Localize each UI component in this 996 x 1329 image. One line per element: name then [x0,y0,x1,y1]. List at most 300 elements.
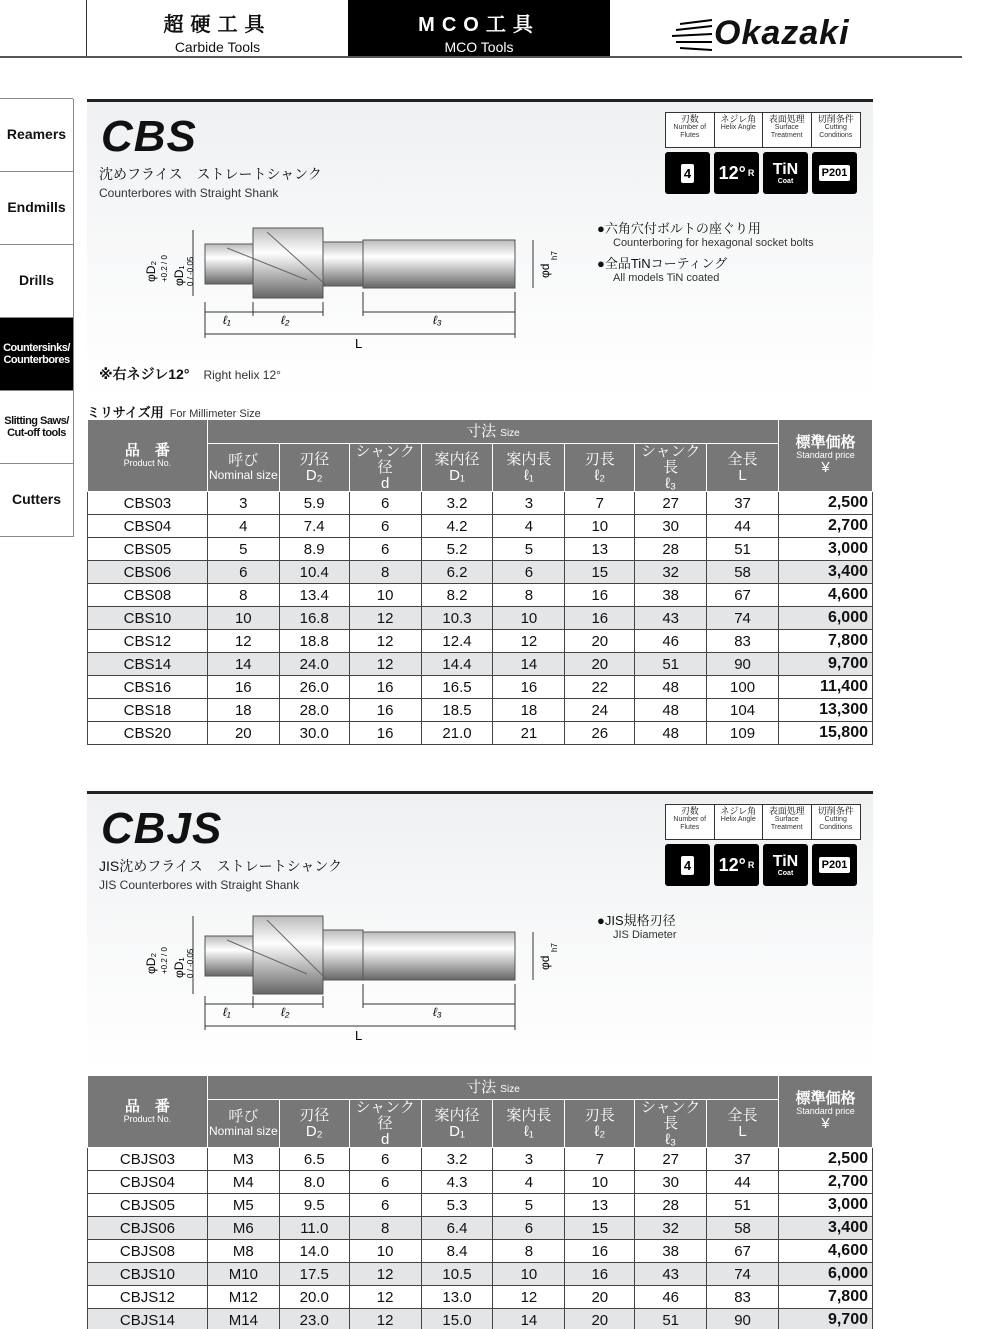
table-cell: 4 [493,1171,565,1194]
dim-L-label: L [355,1028,363,1043]
table-cell: 7.4 [279,515,349,538]
price-cell: 7,800 [779,630,873,653]
table-cell: 16 [565,1263,635,1286]
note-en: JIS Diameter [613,929,677,941]
table-cell: 43 [635,607,707,630]
cbjs-table [87,1075,873,1329]
col-d: シャンク径 d [349,444,421,492]
table-cell: 28.0 [279,699,349,722]
table-cell: 16.8 [279,607,349,630]
table-cell: 16 [349,699,421,722]
price-cell: 4,600 [779,584,873,607]
table-cell: 8.4 [421,1240,493,1263]
table-cell: 8 [493,1240,565,1263]
table-cell: 20 [565,1309,635,1329]
spec-head-flutes: 刃数 Number of Flutes [666,805,715,839]
table-cell: 26 [565,722,635,745]
tab-carbide-tools[interactable] [86,0,348,56]
table-cell: 16 [207,676,279,699]
table-cell: 5.9 [279,492,349,515]
dim-d2-label: φD₂ [144,952,158,974]
table-cell: M12 [207,1286,279,1309]
table-cell: 43 [635,1263,707,1286]
col-l3: シャンク長 ℓ₃ [635,444,707,492]
product-no-cell: CBS06 [88,561,208,584]
product-subtitle-en: JIS Counterbores with Straight Shank [99,878,300,892]
table-cell: 28 [635,538,707,561]
table-cell: 20 [565,653,635,676]
col-L: 全長 L [707,1100,779,1148]
dim-d1-label: φD₁ [172,957,186,978]
table-cell: 5 [207,538,279,561]
product-no-cell: CBJS12 [88,1286,208,1309]
table-cell: 12 [493,1286,565,1309]
okazaki-logo [672,12,872,54]
table-cell: 15.0 [421,1309,493,1329]
spec-head-helix: ネジレ角 Helix Angle [715,805,764,839]
product-title: CBS [101,112,197,161]
table-cell: 74 [707,607,779,630]
price-cell: 9,700 [779,653,873,676]
table-cell: 7 [565,492,635,515]
table-cell: 21.0 [421,722,493,745]
table-cell: M14 [207,1309,279,1329]
table-cell: 13 [565,1194,635,1217]
price-cell: 3,400 [779,561,873,584]
table-cell: 21 [493,722,565,745]
table-cell: 16 [493,676,565,699]
table-cell: 12 [349,1263,421,1286]
sidebar-item-endmills[interactable] [0,171,73,245]
table-cell: 18.5 [421,699,493,722]
table-cell: 13.0 [421,1286,493,1309]
price-cell: 4,600 [779,1240,873,1263]
logo-lines-icon [672,16,716,56]
table-cell: 14 [207,653,279,676]
tab-carbide-en: Carbide Tools [174,39,261,55]
spec-head-surface: 表面処理 Surface Treatment [763,113,812,147]
spec-head-surface: 表面処理 Surface Treatment [763,805,812,839]
table-cell: 10.4 [279,561,349,584]
table-cell: 67 [707,1240,779,1263]
table-cell: 10.3 [421,607,493,630]
table-cell: M4 [207,1171,279,1194]
helix-icon: 12° R [714,844,759,886]
table-cell: 6 [493,561,565,584]
table-cell: 83 [707,630,779,653]
product-no-cell: CBS03 [88,492,208,515]
table-row [88,1263,873,1286]
dim-d2-tol: +0.2 / 0 [160,255,169,282]
category-sidebar [0,99,74,537]
col-nominal: 呼び Nominal size [207,444,279,492]
table-cell: 3 [493,1148,565,1171]
table-cell: 10 [349,1240,421,1263]
table-cell: 7 [565,1148,635,1171]
table-cell: 16 [565,1240,635,1263]
product-no-cell: CBS16 [88,676,208,699]
table-cell: 6 [349,515,421,538]
dim-d2-label: φD₂ [144,260,158,282]
cbs-table [87,419,873,745]
col-price: 標準価格 Standard price ¥ [779,1076,873,1148]
table-cell: 5 [493,1194,565,1217]
table-cell: 16 [565,607,635,630]
product-subtitle-jp: 沈めフライス ストレートシャンク [99,166,322,182]
price-cell: 3,000 [779,538,873,561]
product-no-cell: CBS12 [88,630,208,653]
table-row [88,1148,873,1171]
product-no-cell: CBJS03 [88,1148,208,1171]
table-cell: 16 [349,676,421,699]
sidebar-item-label: Endmills [7,199,66,216]
sidebar-item-label: Countersinks/ Counterbores [3,341,70,366]
price-cell: 6,000 [779,1263,873,1286]
dim-d-label: φd [538,955,552,970]
col-l1: 案内長 ℓ₁ [493,1100,565,1148]
cbjs-notes [597,910,677,945]
table-cell: 12 [349,653,421,676]
note-jp: ●六角穴付ボルトの座ぐり用 [597,221,761,236]
table-cell: 48 [635,722,707,745]
table-cell: 3 [207,492,279,515]
table-row [88,1217,873,1240]
sidebar-item-label: Slitting Saws/ Cut-off tools [4,414,69,439]
page-header [0,0,996,58]
sidebar-item-label: Reamers [6,126,67,143]
dim-l1-label: ℓ₁ [223,1005,231,1019]
table-cell: 37 [707,492,779,515]
table-cell: 10 [565,1171,635,1194]
product-no-cell: CBJS06 [88,1217,208,1240]
price-cell: 6,000 [779,607,873,630]
dim-d-tol: h7 [550,943,559,952]
price-cell: 9,700 [779,1309,873,1329]
table-cell: 13.4 [279,584,349,607]
tin-coat-icon: TiN Coat [763,152,808,194]
spec-icons [665,804,861,886]
table-cell: 104 [707,699,779,722]
table-cell: 15 [565,561,635,584]
table-cell: 6 [349,1171,421,1194]
spec-head-cutting: 切削条件 Cutting Conditions [817,114,854,139]
note-en: Counterboring for hexagonal socket bolts [613,237,814,249]
cbjs-tool-drawing [127,912,597,1052]
table-row [88,676,873,699]
cutting-conditions-icon: P201 [812,152,857,194]
table-cell: 14 [493,1309,565,1329]
table-cell: 51 [635,1309,707,1329]
table-row [88,1240,873,1263]
table-cell: 38 [635,584,707,607]
table-cell: 3.2 [421,1148,493,1171]
table-row [88,1286,873,1309]
table-cell: 10 [207,607,279,630]
table-row [88,722,873,745]
table-row [88,515,873,538]
table-row [88,561,873,584]
table-cell: 12.4 [421,630,493,653]
table-cell: 12 [349,607,421,630]
helix-icon: 12° R [714,152,759,194]
sidebar-item-label: Cutters [11,491,61,508]
dim-d1-tol: 0 / -0.05 [186,948,195,978]
table-cell: 83 [707,1286,779,1309]
table-cell: 8.2 [421,584,493,607]
table-cell: 12 [207,630,279,653]
product-no-cell: CBJS14 [88,1309,208,1329]
table-cell: M3 [207,1148,279,1171]
table-cell: 16 [349,722,421,745]
table-cell: 10 [349,584,421,607]
note-jp: ●全品TiNコーティング [597,256,728,271]
table-cell: 67 [707,584,779,607]
table-cell: 6 [349,1148,421,1171]
table-cell: 18.8 [279,630,349,653]
table-cell: 8 [349,1217,421,1240]
table-cell: 12 [349,630,421,653]
table-row [88,1309,873,1329]
dim-l2-label: ℓ₂ [281,1005,290,1019]
product-no-cell: CBS14 [88,653,208,676]
table-cell: 20 [565,630,635,653]
price-cell: 2,500 [779,1148,873,1171]
table-cell: 14.0 [279,1240,349,1263]
table-cell: 27 [635,492,707,515]
table-cell: 32 [635,1217,707,1240]
table-cell: 38 [635,1240,707,1263]
table-cell: 16 [565,584,635,607]
cutting-conditions-icon: P201 [812,844,857,886]
table-cell: 12 [349,1286,421,1309]
table-cell: 109 [707,722,779,745]
table-cell: 6.5 [279,1148,349,1171]
product-no-cell: CBS04 [88,515,208,538]
dim-l1-label: ℓ₁ [223,313,231,327]
table-row [88,538,873,561]
price-cell: 2,500 [779,492,873,515]
flutes-icon: 4 [665,152,710,194]
col-d1: 案内径 D₁ [421,1100,493,1148]
col-product: 品 番 Product No. [88,420,208,492]
price-cell: 3,400 [779,1217,873,1240]
table-cell: 22 [565,676,635,699]
tab-mco-jp: MCO工具 [418,14,540,36]
table-cell: 58 [707,561,779,584]
table-cell: 15 [565,1217,635,1240]
table-cell: 24.0 [279,653,349,676]
table-cell: 4.2 [421,515,493,538]
table-cell: 13 [565,538,635,561]
table-cell: 5.2 [421,538,493,561]
table-cell: 17.5 [279,1263,349,1286]
product-subtitle-jp: JIS沈めフライス ストレートシャンク [99,858,343,874]
table-cell: 30.0 [279,722,349,745]
table-cell: 8.9 [279,538,349,561]
cbs-product-block [87,99,873,399]
table-cell: 6 [349,492,421,515]
col-l1: 案内長 ℓ₁ [493,444,565,492]
table-cell: 3 [493,492,565,515]
product-no-cell: CBJS08 [88,1240,208,1263]
sidebar-item-reamers[interactable] [0,98,73,172]
table-cell: 51 [707,1194,779,1217]
table-cell: 8 [349,561,421,584]
table-row [88,492,873,515]
col-l3: シャンク長 ℓ₃ [635,1100,707,1148]
note-en: All models TiN coated [613,272,720,284]
table-cell: 37 [707,1148,779,1171]
cbjs-product-block [87,791,873,1071]
table-cell: 48 [635,676,707,699]
sidebar-item-label: Drills [18,272,54,289]
table-cell: 14.4 [421,653,493,676]
tab-carbide-jp: 超硬工具 [163,14,272,36]
spec-head-helix: ネジレ角 Helix Angle [715,113,764,147]
table-cell: 44 [707,1171,779,1194]
table-cell: M6 [207,1217,279,1240]
table-cell: 6 [493,1217,565,1240]
table-cell: M8 [207,1240,279,1263]
dim-d-tol: h7 [550,251,559,260]
col-price: 標準価格 Standard price ¥ [779,420,873,492]
dim-l3-label: ℓ₃ [433,1005,442,1019]
table-cell: 20.0 [279,1286,349,1309]
table-cell: 5.3 [421,1194,493,1217]
product-no-cell: CBJS05 [88,1194,208,1217]
table-cell: 9.5 [279,1194,349,1217]
flutes-icon: 4 [665,844,710,886]
table-row [88,630,873,653]
product-no-cell: CBS05 [88,538,208,561]
logo-text: Okazaki [714,14,850,52]
product-no-cell: CBS10 [88,607,208,630]
col-l2: 刃長 ℓ₂ [565,444,635,492]
table-cell: 14 [493,653,565,676]
helix-note: ※右ネジレ12° Right helix 12° [99,366,281,382]
col-product: 品 番 Product No. [88,1076,208,1148]
table-cell: 6 [349,538,421,561]
price-cell: 11,400 [779,676,873,699]
table-cell: 51 [635,653,707,676]
table-cell: 20 [207,722,279,745]
product-no-cell: CBS08 [88,584,208,607]
sidebar-item-cutters[interactable] [0,463,73,537]
dim-d1-label: φD₁ [172,265,186,286]
table-cell: 12 [349,1309,421,1329]
table-cell: 18 [493,699,565,722]
dim-d1-tol: 0 / -0.05 [186,256,195,286]
table-cell: 28 [635,1194,707,1217]
table-cell: 6.2 [421,561,493,584]
col-d2: 刃径 D₂ [279,1100,349,1148]
product-no-cell: CBJS10 [88,1263,208,1286]
table-cell: M10 [207,1263,279,1286]
dim-l2-label: ℓ₂ [281,313,290,327]
cbs-tool-drawing [127,220,597,360]
table-row [88,1171,873,1194]
sidebar-item-slitting-saws[interactable] [0,390,73,464]
col-nominal: 呼び Nominal size [207,1100,279,1148]
tab-mco-tools[interactable] [348,0,610,56]
table-cell: 30 [635,1171,707,1194]
table-cell: 10 [565,515,635,538]
dim-d-label: φd [538,263,552,278]
sidebar-item-countersinks[interactable] [0,317,73,391]
table-row [88,699,873,722]
table-cell: 27 [635,1148,707,1171]
col-d: シャンク径 d [349,1100,421,1148]
price-cell: 3,000 [779,1194,873,1217]
table-cell: 51 [707,538,779,561]
header-divider [0,56,962,58]
table-cell: 24 [565,699,635,722]
table-cell: 100 [707,676,779,699]
dim-d2-tol: +0.2 / 0 [160,947,169,974]
table-cell: 4 [207,515,279,538]
table-cell: 3.2 [421,492,493,515]
col-l2: 刃長 ℓ₂ [565,1100,635,1148]
spec-head-cutting: 切削条件 Cutting Conditions [817,806,854,831]
col-L: 全長 L [707,444,779,492]
table-row [88,584,873,607]
sidebar-item-drills[interactable] [0,244,73,318]
table-cell: 10 [493,607,565,630]
dim-L-label: L [355,336,363,351]
table-row [88,1194,873,1217]
price-cell: 13,300 [779,699,873,722]
spec-icons [665,112,861,194]
table-row [88,607,873,630]
table-cell: 26.0 [279,676,349,699]
table-cell: 6.4 [421,1217,493,1240]
table-cell: 12 [493,630,565,653]
table-cell: 5 [493,538,565,561]
product-no-cell: CBS18 [88,699,208,722]
table-cell: 6 [349,1194,421,1217]
table-cell: 20 [565,1286,635,1309]
table-cell: 8 [207,584,279,607]
col-d1: 案内径 D₁ [421,444,493,492]
table-cell: 46 [635,630,707,653]
table-cell: 90 [707,1309,779,1329]
table-cell: 48 [635,699,707,722]
table-cell: 32 [635,561,707,584]
table-cell: 90 [707,653,779,676]
col-size-group: 寸法 Size [207,1076,778,1100]
note-jp: ●JIS規格刃径 [597,913,676,928]
table-cell: 46 [635,1286,707,1309]
table-cell: 11.0 [279,1217,349,1240]
table-cell: 74 [707,1263,779,1286]
spec-head-flutes: 刃数 Number of Flutes [666,113,715,147]
table-cell: 58 [707,1217,779,1240]
product-title: CBJS [101,804,223,853]
tab-mco-en: MCO Tools [444,39,514,55]
col-size-group: 寸法 Size [207,420,778,444]
table-cell: 4 [493,515,565,538]
table-row [88,653,873,676]
product-no-cell: CBJS04 [88,1171,208,1194]
cbs-notes [597,218,814,288]
table-cell: 8.0 [279,1171,349,1194]
price-cell: 2,700 [779,515,873,538]
price-cell: 7,800 [779,1286,873,1309]
price-cell: 2,700 [779,1171,873,1194]
table-cell: 30 [635,515,707,538]
table-cell: 8 [493,584,565,607]
tin-coat-icon: TiN Coat [763,844,808,886]
